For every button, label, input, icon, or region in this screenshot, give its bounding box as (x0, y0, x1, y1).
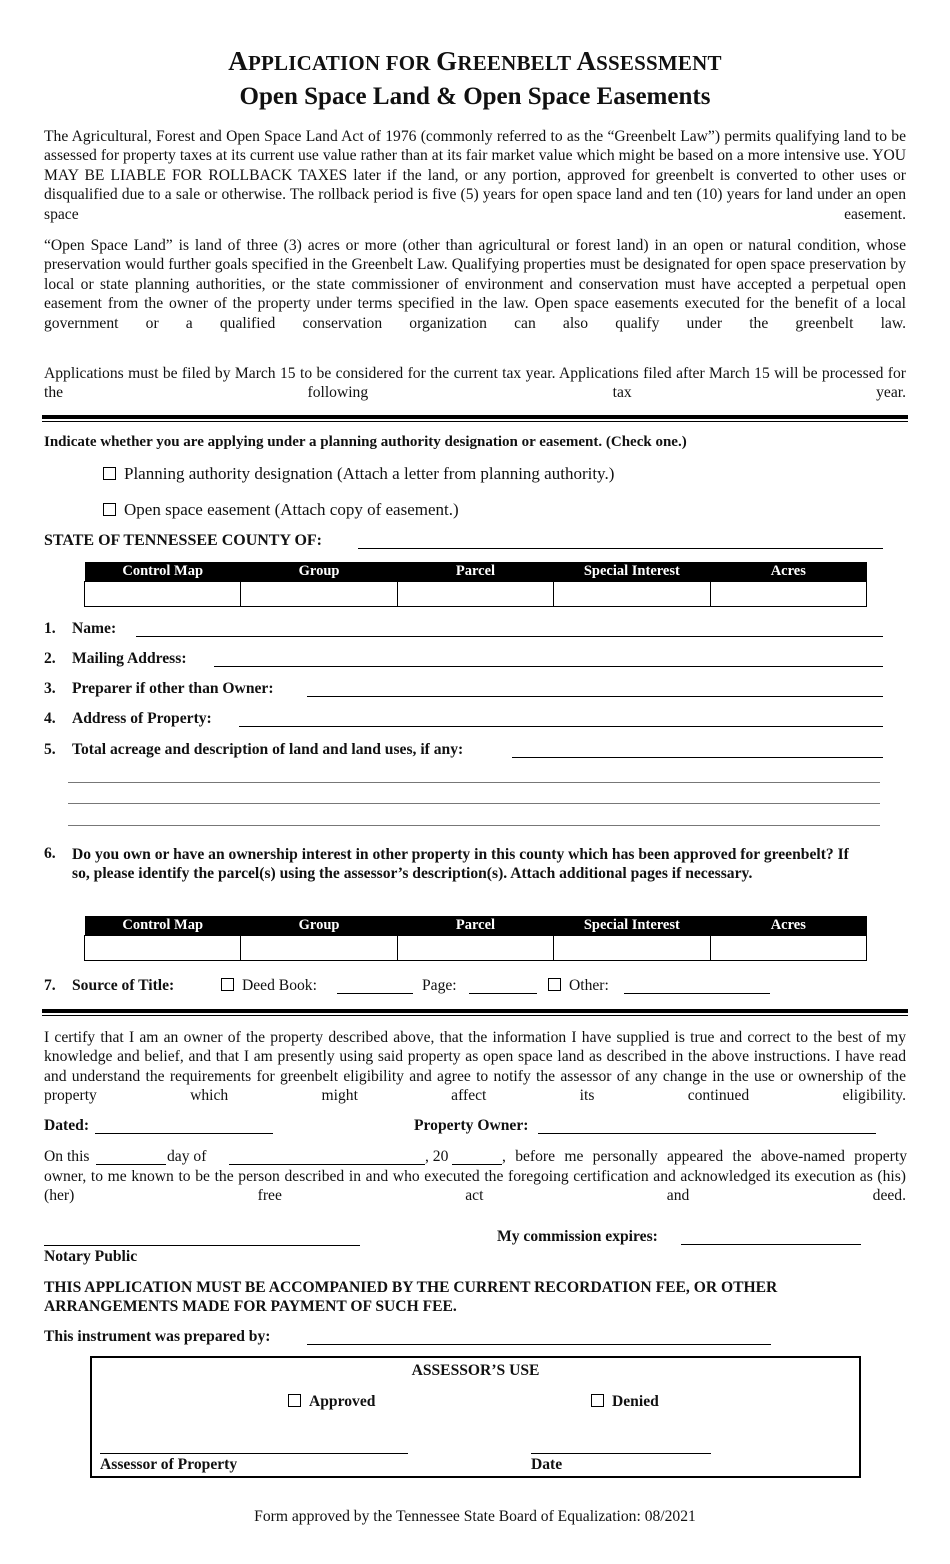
acreage-label: Total acreage and description of land and land uses, if any: (72, 741, 464, 758)
property-owner-label: Property Owner: (414, 1117, 529, 1134)
denied-checkbox[interactable] (591, 1394, 604, 1407)
day-of-label: day of (167, 1148, 207, 1165)
dated-field[interactable] (95, 1133, 273, 1134)
cell-group[interactable] (241, 582, 397, 607)
notary-text: owner, to me known to be the person described in and who executed the foregoing certification and acknowledged its execution as (his) (her) free act and deed. (44, 1168, 906, 1205)
cell-special-interest[interactable] (554, 936, 710, 961)
deed-book-field[interactable] (337, 993, 413, 994)
dated-label: Dated: (44, 1117, 90, 1134)
assessor-date-label: Date (531, 1456, 563, 1473)
form-subtitle: Open Space Land & Open Space Easements (239, 83, 711, 110)
section-divider (42, 415, 908, 419)
other-option[interactable]: Other: (548, 977, 609, 995)
assessor-of-property-label: Assessor of Property (100, 1456, 238, 1473)
source-of-title-label: Source of Title: (72, 977, 175, 994)
acreage-field-line-4[interactable] (68, 825, 880, 826)
notary-text-line1: , before me personally appeared the above-named property (502, 1148, 907, 1165)
name-field[interactable] (136, 636, 883, 637)
prepared-by-label: This instrument was prepared by: (44, 1328, 271, 1345)
property-owner-field[interactable] (538, 1133, 876, 1134)
option-planning-authority[interactable]: Planning authority designation (Attach a letter from planning authority.) (103, 464, 614, 484)
other-field[interactable] (624, 993, 770, 994)
deed-book-checkbox[interactable] (221, 978, 234, 991)
property-address-field[interactable] (239, 726, 883, 727)
property-address-label: Address of Property: (72, 710, 212, 727)
other-property-question: Do you own or have an ownership interest in other property in this county which has been approved for greenbelt? If so, please identify the parcel(s) using the assessor’s description(s). Attach additional pages if necessary. (72, 846, 849, 882)
col-parcel: Parcel (397, 916, 553, 936)
cell-control-map[interactable] (85, 582, 241, 607)
page-field[interactable] (469, 993, 537, 994)
col-acres: Acres (710, 916, 866, 936)
q3-number: 3. (44, 680, 56, 697)
col-special-interest: Special Interest (554, 916, 710, 936)
col-parcel: Parcel (397, 562, 553, 582)
certification-text: I certify that I am an owner of the property described above, that the information I have supplied is true and correct to the best of my knowledge and belief, and that I am presently using said property as open space land as described in the above instructions. I have read and understand the requirements for greenbelt eligibility and agree to notify the assessor of any change in the use or ownership of the property which might affect its continued eligibility. (44, 1029, 906, 1105)
assessor-signature-field[interactable] (100, 1453, 408, 1454)
preparer-field[interactable] (307, 696, 883, 697)
option-open-space-easement[interactable]: Open space easement (Attach copy of easement.) (103, 500, 459, 520)
cell-parcel[interactable] (397, 582, 553, 607)
intro-paragraph-3: Applications must be filed by March 15 to be considered for the current tax year. Applications filed after March 15 will be processed for the following tax year. (44, 365, 906, 402)
planning-authority-checkbox[interactable] (103, 467, 116, 480)
deed-book-option[interactable]: Deed Book: (221, 977, 317, 995)
parcel-table (84, 562, 867, 607)
q2-number: 2. (44, 650, 56, 667)
county-field[interactable] (358, 548, 883, 549)
section-divider-2 (42, 1009, 908, 1013)
other-parcel-table (84, 916, 867, 961)
form-title: APPLICATION FOR GREENBELT ASSESSMENT (228, 46, 722, 76)
form-footer: Form approved by the Tennessee State Board of Equalization: 08/2021 (254, 1508, 696, 1525)
on-this-label: On this (44, 1148, 90, 1165)
notary-public-label: Notary Public (44, 1248, 138, 1265)
mailing-address-label: Mailing Address: (72, 650, 187, 667)
cell-acres[interactable] (710, 936, 866, 961)
fee-notice: THIS APPLICATION MUST BE ACCOMPANIED BY THE CURRENT RECORDATION FEE, OR OTHER ARRANGEMENTS MADE FOR PAYMENT OF SUCH FEE. (44, 1279, 778, 1315)
section-divider-thin (42, 421, 908, 422)
col-group: Group (241, 916, 397, 936)
cell-acres[interactable] (710, 582, 866, 607)
county-label: STATE OF TENNESSEE COUNTY OF: (44, 532, 322, 549)
col-special-interest: Special Interest (554, 562, 710, 582)
acreage-field-line-2[interactable] (68, 782, 880, 783)
col-control-map: Control Map (85, 562, 241, 582)
q4-number: 4. (44, 710, 56, 727)
q1-number: 1. (44, 620, 56, 637)
acreage-field-line-3[interactable] (68, 803, 880, 804)
col-control-map: Control Map (85, 916, 241, 936)
intro-paragraph-1: The Agricultural, Forest and Open Space Land Act of 1976 (commonly referred to as the “Greenbelt Law”) permits qualifying land to be assessed for property taxes at its current use value rather than at its fair market value which might be based on a more intensive use. YOU MAY BE LIABLE FOR ROLLBACK TAXES later if the land, or any portion, approved for greenbelt is converted to other uses or disqualified due to a sale or otherwise. The rollback period is five (5) years for open space land and ten (10) years for land under an open space easement. (44, 128, 906, 223)
preparer-label: Preparer if other than Owner: (72, 680, 274, 697)
cell-special-interest[interactable] (554, 582, 710, 607)
approved-option[interactable]: Approved (288, 1393, 375, 1411)
commission-expires-label: My commission expires: (497, 1228, 658, 1245)
cell-parcel[interactable] (397, 936, 553, 961)
acreage-field[interactable] (512, 757, 883, 758)
cell-control-map[interactable] (85, 936, 241, 961)
notary-signature-field[interactable] (44, 1245, 360, 1246)
commission-expires-field[interactable] (681, 1244, 861, 1245)
section-divider-2-thin (42, 1015, 908, 1016)
approved-checkbox[interactable] (288, 1394, 301, 1407)
notary-year-field[interactable] (452, 1164, 502, 1165)
intro-paragraph-2: “Open Space Land” is land of three (3) acres or more (other than agricultural or forest land) in an open or natural condition, whose preservation would further goals specified in the Greenbelt Law. Qualifying properties must be designated for open space preservation by local or state planning authorities, or the state commissioner of environment and conservation must have accepted a perpetual open easement from the owner of the property under terms specified in the law. Open space easements executed for the benefit of a local government or a qualified conservation organization can also qualify under the greenbelt law. (44, 237, 906, 332)
col-group: Group (241, 562, 397, 582)
q5-number: 5. (44, 741, 56, 758)
col-acres: Acres (710, 562, 866, 582)
denied-option[interactable]: Denied (591, 1393, 659, 1411)
other-checkbox[interactable] (548, 978, 561, 991)
q6-number: 6. (44, 845, 56, 862)
assessor-heading: ASSESSOR’S USE (411, 1362, 540, 1379)
year-prefix: , 20 (425, 1148, 449, 1165)
cell-group[interactable] (241, 936, 397, 961)
notary-day-field[interactable] (96, 1164, 166, 1165)
page-label: Page: (422, 977, 457, 994)
assessor-date-field[interactable] (531, 1453, 711, 1454)
q7-number: 7. (44, 977, 56, 994)
applying-instruction: Indicate whether you are applying under a planning authority designation or easement. (Check one.) (44, 434, 687, 450)
prepared-by-field[interactable] (307, 1344, 771, 1345)
notary-month-field[interactable] (229, 1164, 425, 1165)
mailing-address-field[interactable] (214, 666, 883, 667)
open-space-easement-checkbox[interactable] (103, 503, 116, 516)
name-label: Name: (72, 620, 117, 637)
